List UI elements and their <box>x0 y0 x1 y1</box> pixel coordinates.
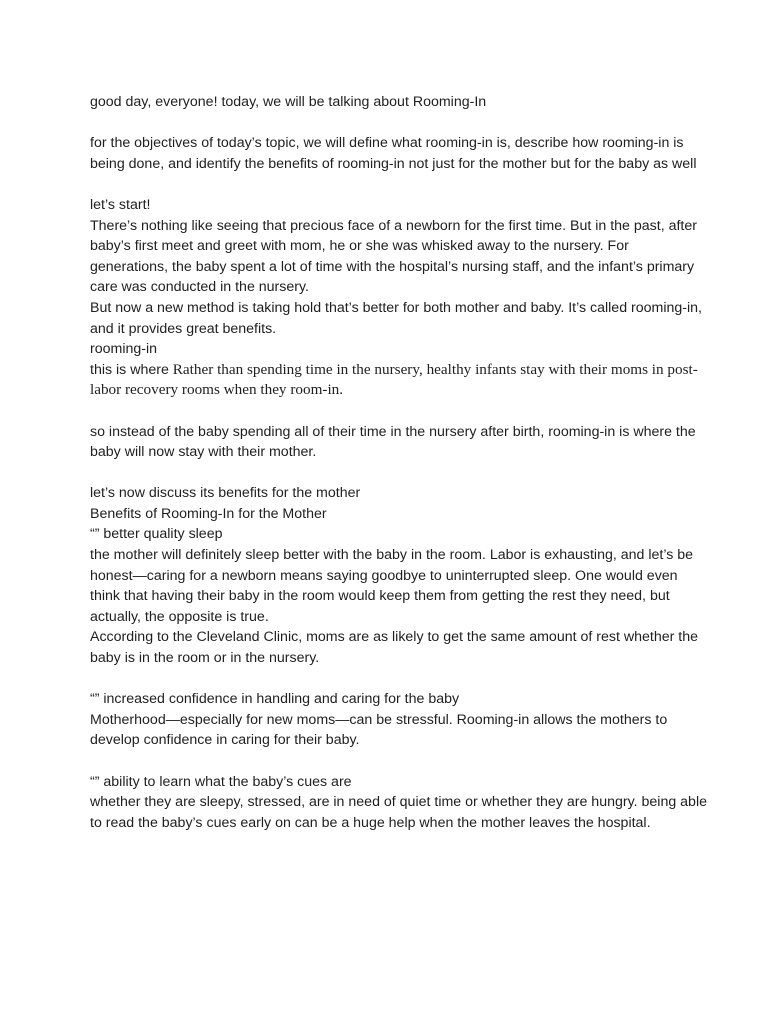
benefits-intro-line: let’s now discuss its benefits for the mother <box>90 485 361 502</box>
objectives-paragraph: for the objectives of today’s topic, we will define what rooming-in is, describe how rooming-in is being done, and identify the benefits of rooming-in not just for the mother but for the baby as well <box>90 135 697 172</box>
benefit-1-body: the mother will definitely sleep better with the baby in the room. Labor is exhausting, and let’s be honest—caring for a newborn means saying goodbye to uninterrupted sleep. One would even think that having their baby in the room would keep them from getting the rest they need, but actually, the opposite is true. <box>90 547 694 625</box>
benefit-1-title: “” better quality sleep <box>90 526 223 543</box>
benefit-3-body: whether they are sleepy, stressed, are in need of quiet time or whether they are hungry. being able to read the baby’s cues early on can be a huge help when the mother leaves the hospital. <box>90 794 707 831</box>
benefit-3-title: “” ability to learn what the baby’s cues are <box>90 773 352 790</box>
explanation-paragraph: so instead of the baby spending all of their time in the nursery after birth, rooming-in is where the baby will now stay with their mother. <box>90 423 696 461</box>
greeting-line: good day, everyone! today, we will be talking about Rooming-In <box>90 94 487 110</box>
spacer <box>90 669 708 690</box>
spacer <box>90 174 708 195</box>
benefits-heading: Benefits of Rooming-In for the Mother <box>90 505 327 522</box>
definition-quote: Rather than spending time in the nursery, healthy infants stay with their moms in post-labor recovery rooms when they room-in. <box>90 360 698 399</box>
intro-paragraph-2: But now a new method is taking hold that’s better for both mother and baby. It’s called rooming-in, and it provides great benefits. <box>90 299 702 337</box>
benefit-2-body: Motherhood—especially for new moms—can be stressful. Rooming-in allows the mothers to develop confidence in caring for their baby. <box>90 711 668 749</box>
spacer <box>90 401 708 422</box>
benefit-1-source: According to the Cleveland Clinic, moms are as likely to get the same amount of rest whether the baby is in the room or in the nursery. <box>90 629 698 667</box>
intro-paragraph-1: There’s nothing like seeing that precious face of a newborn for the first time. But in the past, after baby’s first meet and greet with mom, he or she was whisked away to the nursery. For generations, the baby spent a lot of time with the hospital’s nursing staff, and the infant’s primary care was conducted in the nursery. <box>90 217 697 296</box>
start-line: let’s start! <box>90 196 151 213</box>
benefit-2-title: “” increased confidence in handling and caring for the baby <box>90 691 460 708</box>
definition-paragraph <box>90 360 708 401</box>
rooming-in-label: rooming-in <box>90 341 158 358</box>
spacer <box>90 113 708 134</box>
spacer <box>90 463 708 484</box>
definition-prefix: this is where <box>90 361 173 378</box>
spacer <box>90 751 708 772</box>
